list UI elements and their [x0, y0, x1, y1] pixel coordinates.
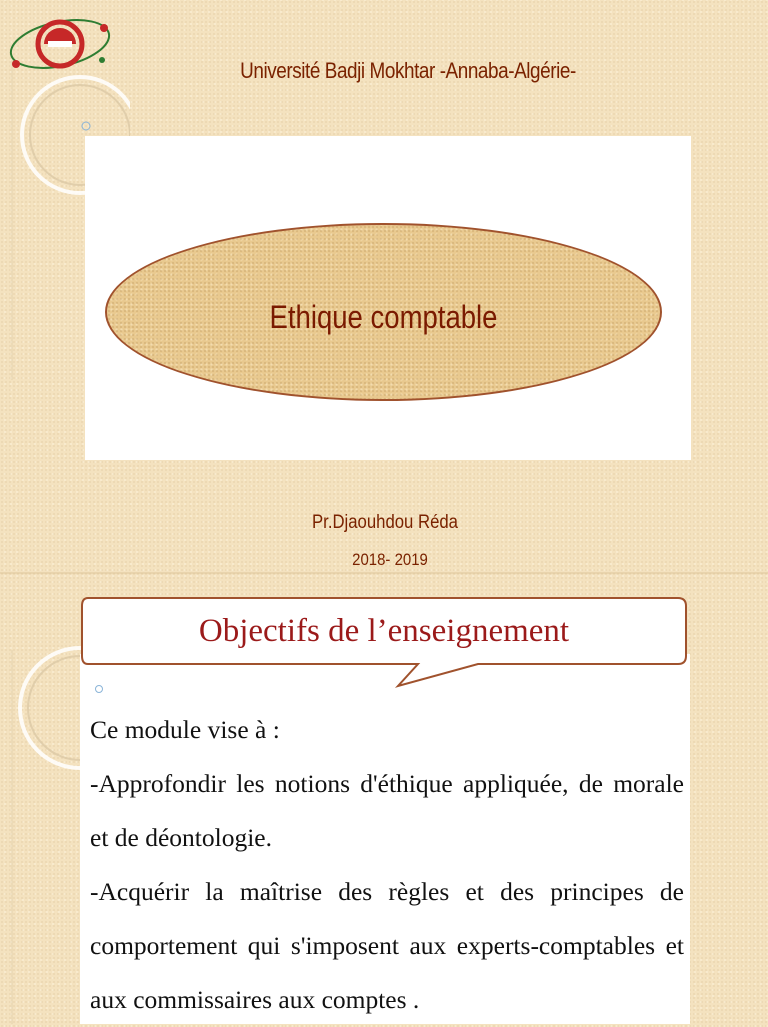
author-name: Pr.Djaouhdou Réda [312, 512, 458, 533]
objective-paragraph-2: -Acquérir la maîtrise des règles et des principes de comportement qui s'imposent aux experts-comptables et aux commissaires aux comptes . [90, 877, 684, 1014]
intro-line: Ce module vise à : [90, 715, 280, 744]
objectives-content [90, 703, 684, 1027]
objectives-heading: Objectifs de l’enseignement [198, 613, 570, 649]
course-title: Ethique comptable [269, 299, 498, 335]
objective-paragraph-1: -Approfondir les notions d'éthique appliquée, de morale et de déontologie. [90, 769, 684, 852]
title-oval [105, 223, 662, 401]
academic-year: 2018- 2019 [352, 550, 428, 569]
university-title: Université Badji Mokhtar -Annaba-Algérie- [240, 58, 576, 83]
bullet-icon [95, 685, 103, 693]
university-logo-icon [4, 4, 114, 84]
slide-divider [0, 572, 768, 574]
